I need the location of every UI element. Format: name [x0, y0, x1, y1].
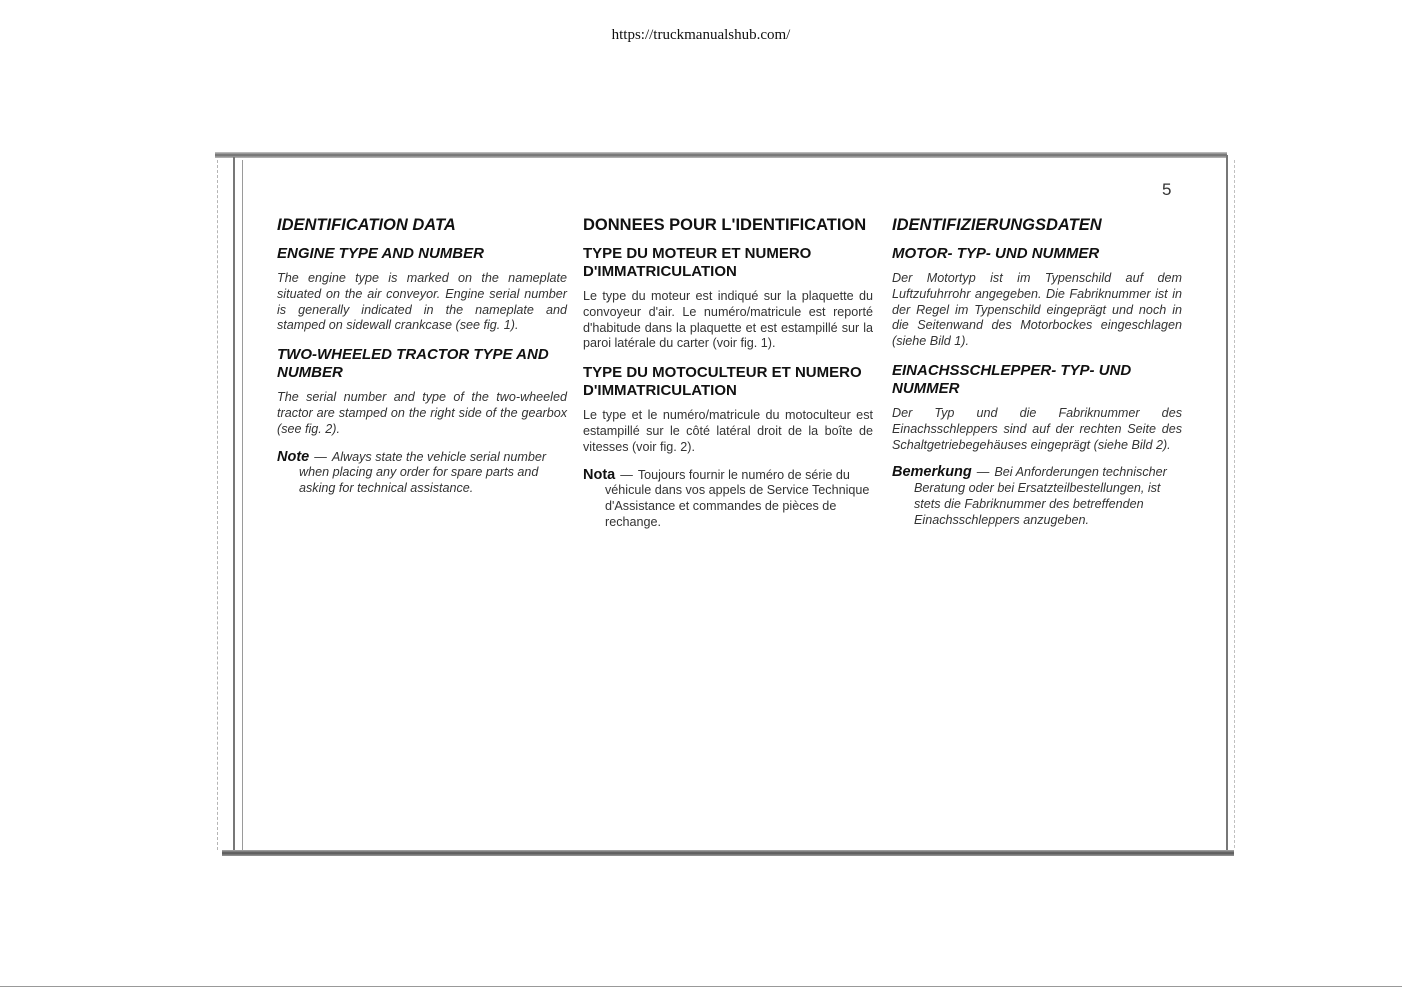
german-note-dash: —	[976, 465, 990, 480]
french-title: DONNEES POUR L'IDENTIFICATION	[583, 216, 867, 234]
page-bottom-rule	[0, 986, 1402, 987]
page-frame-left-outer	[217, 160, 219, 850]
french-note-label: Nota	[583, 466, 616, 483]
english-tractor-heading: TWO-WHEELED TRACTOR TYPE AND NUMBER	[277, 346, 549, 382]
page-frame-bottom	[222, 850, 1234, 856]
french-tractor-heading: TYPE DU MOTOCULTEUR ET NUMERO D'IMMATRICULATION	[583, 364, 862, 400]
english-note-text: Always state the vehicle serial number when placing any order for spare parts and asking for technical assistance.	[299, 449, 547, 496]
french-engine-heading: TYPE DU MOTEUR ET NUMERO D'IMMATRICULATION	[583, 245, 812, 280]
english-engine-text: The engine type is marked on the nameplate situated on the air conveyor. Engine serial number is generally indicated in the nameplate and stamped on sidewall crankcase (see fig. 1).	[277, 271, 567, 333]
french-note-text: Toujours fournir le numéro de série du véhicule dans vos appels de Service Technique d'Assistance et commandes de pièces de rechange.	[605, 467, 870, 529]
french-engine-text: Le type du moteur est indiqué sur la plaquette du convoyeur d'air. Le numéro/matricule est reporté d'habitude dans la plaquette et est estampillé sur la paroi latérale du carter (voir fig. 1).	[583, 289, 873, 351]
page-frame-top	[215, 152, 1227, 158]
english-engine-heading: ENGINE TYPE AND NUMBER	[277, 245, 484, 262]
english-column	[277, 216, 567, 497]
page-frame-left-inner	[242, 160, 243, 850]
english-note-dash: —	[314, 449, 327, 464]
french-tractor-text: Le type et le numéro/matricule du motoculteur est estampillé sur le côté latéral droit de la boîte de vitesses (voir fig. 2).	[583, 408, 873, 454]
french-note-dash: —	[620, 467, 633, 482]
page-frame-right	[1226, 155, 1228, 852]
german-note-text: Bei Anforderungen technischer Beratung oder bei Ersatzteilbestellungen, ist stets die Fabriknummer des betreffenden Einachsschleppers anzugeben.	[914, 465, 1167, 527]
source-url: https://truckmanualshub.com/	[611, 27, 791, 43]
english-note	[277, 450, 567, 497]
english-tractor-text: The serial number and type of the two-wheeled tractor are stamped on the right side of the gearbox (see fig. 2).	[277, 390, 567, 436]
page-number: 5	[1162, 180, 1172, 199]
german-tractor-heading: EINACHSSCHLEPPER- TYP- UND NUMMER	[892, 361, 1132, 397]
german-engine-heading: MOTOR- TYP- UND NUMMER	[892, 245, 1100, 262]
page-frame-left	[233, 157, 235, 852]
german-tractor-text: Der Typ und die Fabriknummer des Einachsschleppers sind auf der rechten Seite des Schaltgetriebegehäuses eingeprägt (siehe Bild 2).	[892, 405, 1182, 452]
french-column	[583, 216, 873, 531]
french-note	[583, 468, 873, 531]
german-title: IDENTIFIZIERUNGSDATEN	[892, 216, 1102, 234]
page-frame-right-outer	[1234, 160, 1236, 848]
english-title: IDENTIFICATION DATA	[277, 216, 456, 234]
german-column	[892, 216, 1182, 529]
german-engine-text: Der Motortyp ist im Typenschild auf dem Luftzufuhrrohr angegeben. Die Fabriknummer ist in der Regel im Typenschild eingeprägt und noch in die Seitenwand des Motorbockes eingeschlagen (siehe Bild 1).	[892, 271, 1182, 349]
german-note	[892, 465, 1182, 528]
german-note-label: Bemerkung	[892, 464, 972, 481]
english-note-label: Note	[277, 448, 310, 465]
